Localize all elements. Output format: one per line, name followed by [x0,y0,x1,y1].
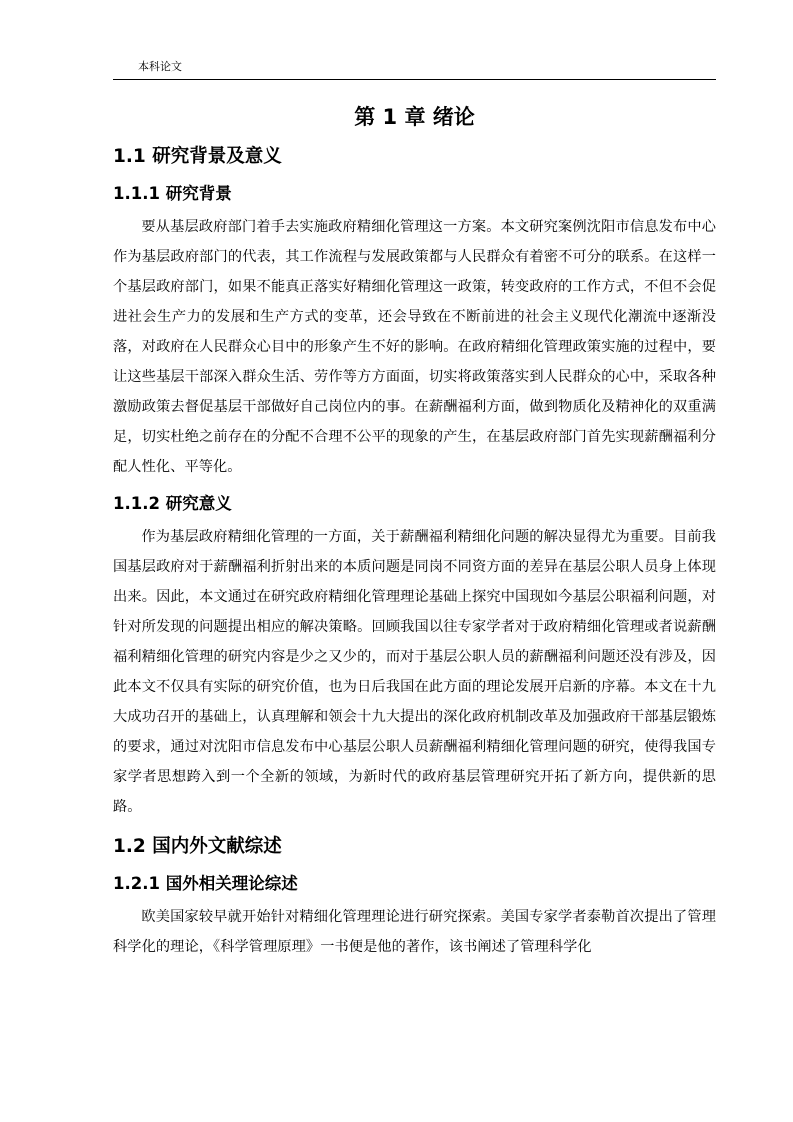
header-rule [113,79,716,80]
page-header-text: 本科论文 [138,60,182,73]
section-1-2-1-paragraph: 欧美国家较早就开始针对精细化管理理论进行研究探索。美国专家学者泰勒首次提出了管理科学化的理论，《科学管理原理》一书便是他的著作，该书阐述了管理科学化 [113,909,716,955]
section-1-1-1-heading: 1.1.1 研究背景 [113,184,232,203]
document-body [113,96,716,962]
section-1-1-1-paragraph: 要从基层政府部门着手去实施政府精细化管理这一方案。本文研究案例沈阳市信息发布中心作为基层政府部门的代表，其工作流程与发展政策都与人民群众有着密不可分的联系。在这样一个基层政府部门，如果不能真正落实好精细化管理这一政策，转变政府的工作方式，不但不会促进社会生产力的发展和生产方式的变革，还会导致在不断前进的社会主义现代化潮流中逐渐没落，对政府在人民群众心目中的形象产生不好的影响。在政府精细化管理政策实施的过程中，要让这些基层干部深入群众生活、劳作等方方面面，切实将政策落实到人民群众的心中，采取各种激励政策去督促基层干部做好自己岗位内的事。在薪酬福利方面，做到物质化及精神化的双重满足，切实杜绝之前存在的分配不合理不公平的现象的产生，在基层政府部门首先实现薪酬福利分配人性化、平等化。 [113,219,716,475]
chapter-title: 第 1 章 绪论 [354,105,475,129]
section-1-2-heading: 1.2 国内外文献综述 [113,836,282,857]
section-1-2-1-heading: 1.2.1 国外相关理论综述 [113,874,298,893]
section-1-1-2-heading: 1.1.2 研究意义 [113,494,232,513]
section-1-1-2-paragraph: 作为基层政府精细化管理的一方面，关于薪酬福利精细化问题的解决显得尤为重要。目前我国基层政府对于薪酬福利折射出来的本质问题是同岗不同资方面的差异在基层公职人员身上体现出来。因此，本文通过在研究政府精细化管理理论基础上探究中国现如今基层公职福利问题，对针对所发现的问题提出相应的解决策略。回顾我国以往专家学者对于政府精细化管理或者说薪酬福利精细化管理的研究内容是少之又少的，而对于基层公职人员的薪酬福利问题还没有涉及，因此本文不仅具有实际的研究价值，也为日后我国在此方面的理论发展开启新的序幕。本文在十九大成功召开的基础上，认真理解和领会十九大提出的深化政府机制改革及加强政府干部基层锻炼的要求，通过对沈阳市信息发布中心基层公职人员薪酬福利精细化管理问题的研究，使得我国专家学者思想跨入到一个全新的领域，为新时代的政府基层管理研究开拓了新方向，提供新的思路。 [113,529,716,815]
section-1-1-heading: 1.1 研究背景及意义 [113,146,282,167]
